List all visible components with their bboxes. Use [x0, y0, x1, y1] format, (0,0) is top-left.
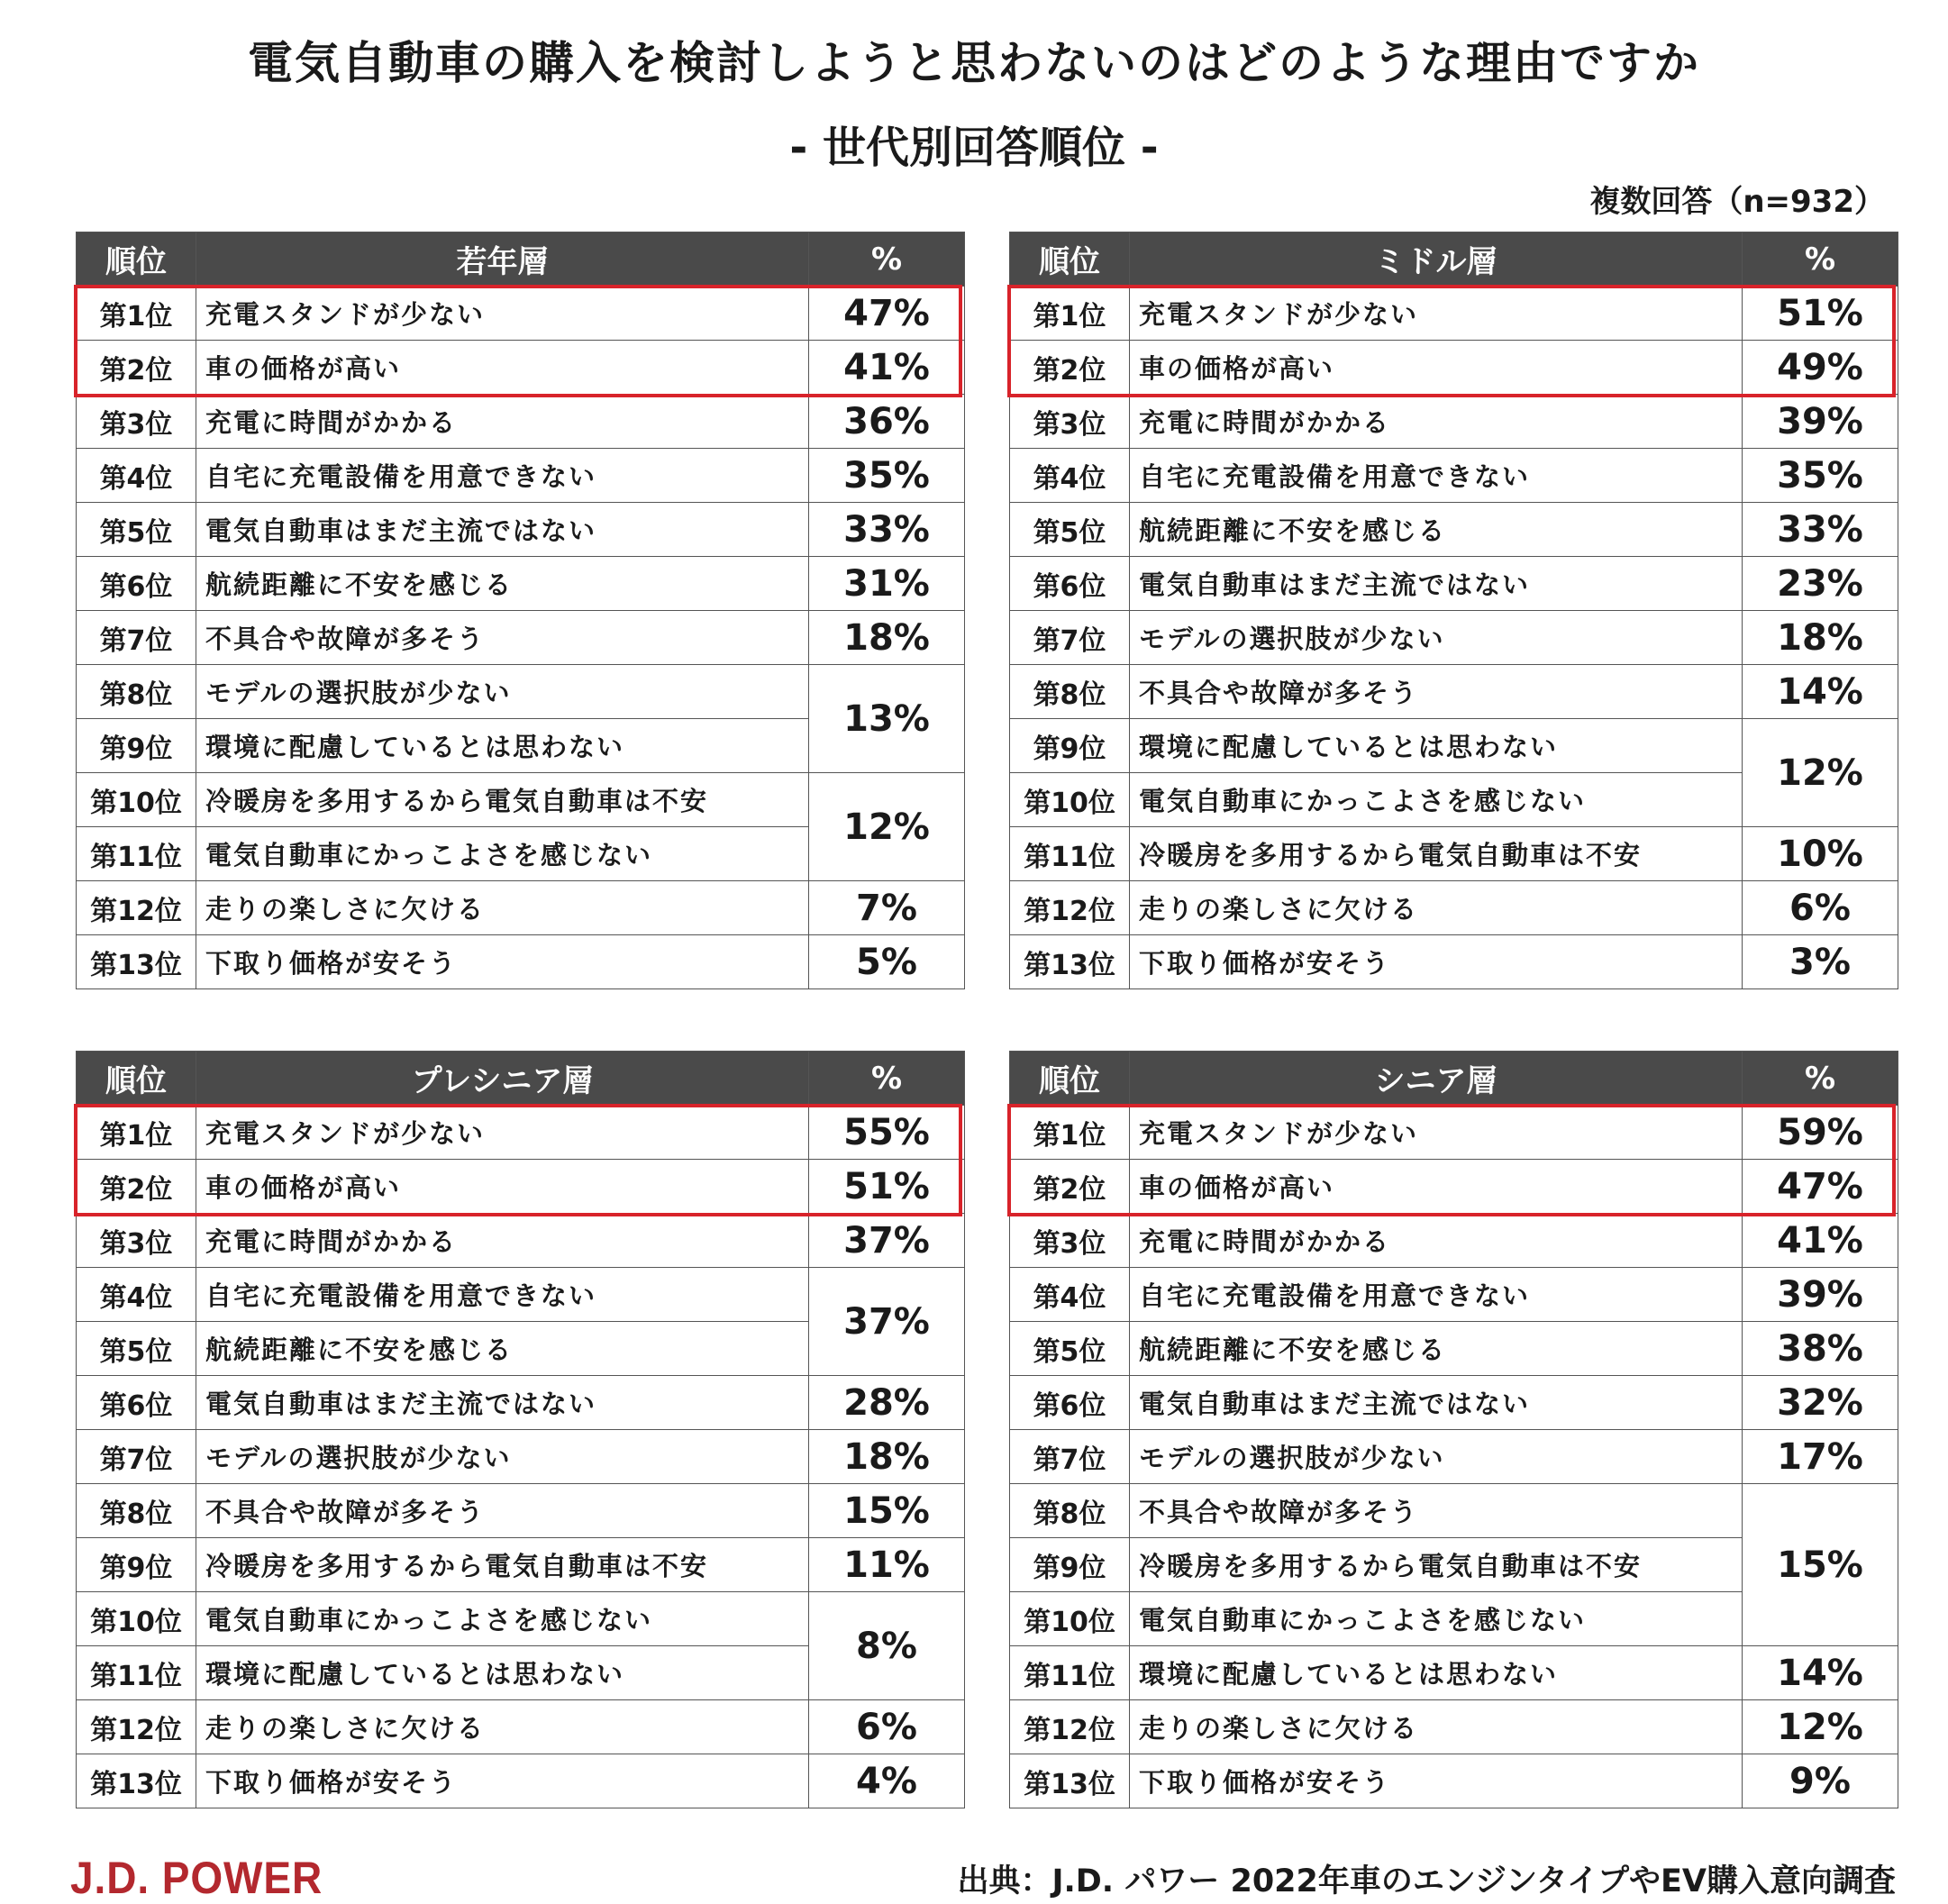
table-row: [77, 935, 965, 989]
percent-cell: 23%: [1743, 557, 1898, 611]
rank-cell: 第11位: [1010, 1646, 1130, 1700]
reason-cell: 充電スタンドが少ない: [1130, 287, 1743, 341]
source-credit: 出典：J.D. パワー 2022年車のエンジンタイプやEV購入意向調査: [957, 1863, 1896, 1899]
rank-cell: 第7位: [77, 1430, 196, 1484]
rank-cell: 第4位: [1010, 449, 1130, 503]
rank-cell: 第13位: [77, 1754, 196, 1808]
table-row: [1010, 1754, 1898, 1808]
table-row: [1010, 1430, 1898, 1484]
table-row: [1010, 881, 1898, 935]
table-row: [1010, 719, 1898, 773]
table-header-row: [77, 232, 965, 287]
table-row: [77, 1214, 965, 1268]
percent-cell: 15%: [1743, 1484, 1898, 1646]
table-row: [1010, 1268, 1898, 1322]
header-group: プレシニア層: [196, 1052, 809, 1106]
reason-cell: 環境に配慮しているとは思わない: [1130, 719, 1743, 773]
percent-cell: 35%: [809, 449, 965, 503]
reason-cell: 下取り価格が安そう: [1130, 1754, 1743, 1808]
percent-cell: 6%: [809, 1700, 965, 1754]
percent-cell: 55%: [809, 1106, 965, 1160]
table-row: [77, 395, 965, 449]
header-rank: 順位: [77, 232, 196, 287]
rank-cell: 第2位: [77, 341, 196, 395]
reason-cell: 充電スタンドが少ない: [196, 287, 809, 341]
rank-cell: 第11位: [1010, 827, 1130, 881]
rank-cell: 第7位: [1010, 611, 1130, 665]
percent-cell: 33%: [1743, 503, 1898, 557]
header-group: シニア層: [1130, 1052, 1743, 1106]
percent-cell: 18%: [809, 1430, 965, 1484]
rank-cell: 第1位: [77, 287, 196, 341]
reason-cell: 車の価格が高い: [1130, 341, 1743, 395]
reason-cell: 電気自動車はまだ主流ではない: [1130, 1376, 1743, 1430]
table-row: [1010, 395, 1898, 449]
reason-cell: 充電に時間がかかる: [196, 395, 809, 449]
reason-cell: 自宅に充電設備を用意できない: [1130, 1268, 1743, 1322]
percent-cell: 32%: [1743, 1376, 1898, 1430]
table-row: [1010, 503, 1898, 557]
rank-cell: 第13位: [1010, 1754, 1130, 1808]
header-group: 若年層: [196, 232, 809, 287]
table-row: [1010, 341, 1898, 395]
percent-cell: 12%: [1743, 719, 1898, 827]
percent-cell: 11%: [809, 1538, 965, 1592]
percent-cell: 51%: [1743, 287, 1898, 341]
table-row: [1010, 1160, 1898, 1214]
table-row: [77, 1538, 965, 1592]
percent-cell: 37%: [809, 1268, 965, 1376]
reason-cell: 走りの楽しさに欠ける: [1130, 881, 1743, 935]
reason-cell: モデルの選択肢が少ない: [1130, 611, 1743, 665]
reason-cell: 自宅に充電設備を用意できない: [1130, 449, 1743, 503]
reason-cell: 航続距離に不安を感じる: [1130, 1322, 1743, 1376]
percent-cell: 14%: [1743, 1646, 1898, 1700]
percent-cell: 41%: [809, 341, 965, 395]
rank-cell: 第6位: [77, 1376, 196, 1430]
rank-cell: 第5位: [77, 1322, 196, 1376]
reason-cell: 不具合や故障が多そう: [196, 611, 809, 665]
table-row: [77, 773, 965, 827]
table-row: [77, 1160, 965, 1214]
rank-cell: 第9位: [1010, 1538, 1130, 1592]
percent-cell: 12%: [809, 773, 965, 881]
reason-cell: 不具合や故障が多そう: [1130, 1484, 1743, 1538]
rank-cell: 第10位: [1010, 1592, 1130, 1646]
percent-cell: 31%: [809, 557, 965, 611]
rank-cell: 第5位: [1010, 503, 1130, 557]
percent-cell: 15%: [809, 1484, 965, 1538]
percent-cell: 59%: [1743, 1106, 1898, 1160]
reason-cell: 自宅に充電設備を用意できない: [196, 1268, 809, 1322]
rank-cell: 第11位: [77, 827, 196, 881]
header-percent: %: [1743, 232, 1898, 287]
table-row: [1010, 935, 1898, 989]
header-percent: %: [809, 232, 965, 287]
header-rank: 順位: [1010, 1052, 1130, 1106]
rank-cell: 第10位: [77, 1592, 196, 1646]
rank-cell: 第12位: [1010, 881, 1130, 935]
table-row: [77, 1592, 965, 1646]
percent-cell: 17%: [1743, 1430, 1898, 1484]
table-row: [77, 1430, 965, 1484]
reason-cell: モデルの選択肢が少ない: [196, 665, 809, 719]
ranking-table-senior: [1009, 1051, 1898, 1808]
rank-cell: 第3位: [77, 1214, 196, 1268]
percent-cell: 28%: [809, 1376, 965, 1430]
rank-cell: 第12位: [77, 1700, 196, 1754]
table-row: [1010, 557, 1898, 611]
reason-cell: 充電スタンドが少ない: [196, 1106, 809, 1160]
percent-cell: 39%: [1743, 1268, 1898, 1322]
table-row: [1010, 449, 1898, 503]
page-title: 電気自動車の購入を検討しようと思わないのはどのような理由ですか: [248, 37, 1700, 89]
reason-cell: 冷暖房を多用するから電気自動車は不安: [196, 773, 809, 827]
table-row: [77, 1376, 965, 1430]
table-row: [77, 881, 965, 935]
percent-cell: 6%: [1743, 881, 1898, 935]
reason-cell: 充電に時間がかかる: [1130, 1214, 1743, 1268]
rank-cell: 第13位: [77, 935, 196, 989]
reason-cell: 航続距離に不安を感じる: [1130, 503, 1743, 557]
percent-cell: 37%: [809, 1214, 965, 1268]
percent-cell: 7%: [809, 881, 965, 935]
reason-cell: 電気自動車にかっこよさを感じない: [1130, 773, 1743, 827]
percent-cell: 47%: [1743, 1160, 1898, 1214]
reason-cell: 走りの楽しさに欠ける: [1130, 1700, 1743, 1754]
percent-cell: 47%: [809, 287, 965, 341]
reason-cell: 電気自動車にかっこよさを感じない: [196, 1592, 809, 1646]
reason-cell: 電気自動車はまだ主流ではない: [1130, 557, 1743, 611]
table-header-row: [1010, 1052, 1898, 1106]
rank-cell: 第7位: [77, 611, 196, 665]
reason-cell: 環境に配慮しているとは思わない: [196, 719, 809, 773]
reason-cell: モデルの選択肢が少ない: [196, 1430, 809, 1484]
rank-cell: 第9位: [77, 719, 196, 773]
reason-cell: 車の価格が高い: [196, 1160, 809, 1214]
jd-power-logo: J.D. POWER: [70, 1853, 323, 1903]
reason-cell: 電気自動車はまだ主流ではない: [196, 503, 809, 557]
rank-cell: 第11位: [77, 1646, 196, 1700]
rank-cell: 第3位: [1010, 1214, 1130, 1268]
rank-cell: 第5位: [1010, 1322, 1130, 1376]
table-row: [77, 503, 965, 557]
rank-cell: 第3位: [1010, 395, 1130, 449]
reason-cell: 環境に配慮しているとは思わない: [196, 1646, 809, 1700]
percent-cell: 35%: [1743, 449, 1898, 503]
reason-cell: 電気自動車はまだ主流ではない: [196, 1376, 809, 1430]
rank-cell: 第9位: [77, 1538, 196, 1592]
rank-cell: 第8位: [77, 665, 196, 719]
reason-cell: 電気自動車にかっこよさを感じない: [1130, 1592, 1743, 1646]
percent-cell: 51%: [809, 1160, 965, 1214]
percent-cell: 49%: [1743, 341, 1898, 395]
table-row: [77, 1700, 965, 1754]
percent-cell: 18%: [1743, 611, 1898, 665]
reason-cell: 充電に時間がかかる: [196, 1214, 809, 1268]
table-row: [1010, 665, 1898, 719]
table-row: [1010, 1376, 1898, 1430]
reason-cell: 電気自動車にかっこよさを感じない: [196, 827, 809, 881]
table-row: [77, 1484, 965, 1538]
percent-cell: 13%: [809, 665, 965, 773]
rank-cell: 第13位: [1010, 935, 1130, 989]
rank-cell: 第4位: [77, 449, 196, 503]
reason-cell: 車の価格が高い: [1130, 1160, 1743, 1214]
rank-cell: 第8位: [1010, 1484, 1130, 1538]
reason-cell: 航続距離に不安を感じる: [196, 557, 809, 611]
header-rank: 順位: [77, 1052, 196, 1106]
rank-cell: 第12位: [1010, 1700, 1130, 1754]
reason-cell: 不具合や故障が多そう: [196, 1484, 809, 1538]
ranking-table-presenior: [76, 1051, 965, 1808]
reason-cell: 走りの楽しさに欠ける: [196, 881, 809, 935]
table-row: [1010, 611, 1898, 665]
table-row: [1010, 1646, 1898, 1700]
percent-cell: 12%: [1743, 1700, 1898, 1754]
reason-cell: 下取り価格が安そう: [196, 935, 809, 989]
percent-cell: 8%: [809, 1592, 965, 1700]
reason-cell: モデルの選択肢が少ない: [1130, 1430, 1743, 1484]
percent-cell: 41%: [1743, 1214, 1898, 1268]
rank-cell: 第1位: [1010, 287, 1130, 341]
rank-cell: 第8位: [1010, 665, 1130, 719]
reason-cell: 充電スタンドが少ない: [1130, 1106, 1743, 1160]
table-row: [1010, 1322, 1898, 1376]
percent-cell: 39%: [1743, 395, 1898, 449]
table-row: [77, 449, 965, 503]
table-header-row: [77, 1052, 965, 1106]
reason-cell: 冷暖房を多用するから電気自動車は不安: [1130, 1538, 1743, 1592]
reason-cell: 不具合や故障が多そう: [1130, 665, 1743, 719]
table-row: [77, 557, 965, 611]
rank-cell: 第10位: [77, 773, 196, 827]
table-header-row: [1010, 232, 1898, 287]
table-row: [77, 341, 965, 395]
ranking-table-young: [76, 232, 965, 989]
table-row: [77, 611, 965, 665]
rank-cell: 第8位: [77, 1484, 196, 1538]
table-row: [77, 1106, 965, 1160]
rank-cell: 第2位: [1010, 341, 1130, 395]
reason-cell: 車の価格が高い: [196, 341, 809, 395]
percent-cell: 4%: [809, 1754, 965, 1808]
percent-cell: 36%: [809, 395, 965, 449]
header-percent: %: [809, 1052, 965, 1106]
rank-cell: 第2位: [1010, 1160, 1130, 1214]
reason-cell: 走りの楽しさに欠ける: [196, 1700, 809, 1754]
reason-cell: 航続距離に不安を感じる: [196, 1322, 809, 1376]
reason-cell: 充電に時間がかかる: [1130, 395, 1743, 449]
rank-cell: 第5位: [77, 503, 196, 557]
table-row: [1010, 1106, 1898, 1160]
reason-cell: 冷暖房を多用するから電気自動車は不安: [1130, 827, 1743, 881]
rank-cell: 第1位: [77, 1106, 196, 1160]
table-row: [1010, 1700, 1898, 1754]
rank-cell: 第6位: [1010, 1376, 1130, 1430]
percent-cell: 18%: [809, 611, 965, 665]
table-row: [1010, 1214, 1898, 1268]
rank-cell: 第6位: [77, 557, 196, 611]
reason-cell: 冷暖房を多用するから電気自動車は不安: [196, 1538, 809, 1592]
rank-cell: 第3位: [77, 395, 196, 449]
reason-cell: 下取り価格が安そう: [1130, 935, 1743, 989]
sample-note: 複数回答（n=932）: [1589, 184, 1885, 220]
table-row: [77, 665, 965, 719]
percent-cell: 3%: [1743, 935, 1898, 989]
rank-cell: 第4位: [1010, 1268, 1130, 1322]
header-rank: 順位: [1010, 232, 1130, 287]
table-row: [77, 1754, 965, 1808]
percent-cell: 38%: [1743, 1322, 1898, 1376]
page-subtitle: - 世代別回答順位 -: [789, 123, 1159, 173]
table-row: [77, 1268, 965, 1322]
reason-cell: 下取り価格が安そう: [196, 1754, 809, 1808]
percent-cell: 10%: [1743, 827, 1898, 881]
table-row: [1010, 1484, 1898, 1538]
table-row: [1010, 287, 1898, 341]
rank-cell: 第10位: [1010, 773, 1130, 827]
header-group: ミドル層: [1130, 232, 1743, 287]
rank-cell: 第1位: [1010, 1106, 1130, 1160]
rank-cell: 第2位: [77, 1160, 196, 1214]
ranking-table-middle: [1009, 232, 1898, 989]
percent-cell: 9%: [1743, 1754, 1898, 1808]
table-row: [1010, 827, 1898, 881]
percent-cell: 5%: [809, 935, 965, 989]
rank-cell: 第7位: [1010, 1430, 1130, 1484]
rank-cell: 第9位: [1010, 719, 1130, 773]
header-percent: %: [1743, 1052, 1898, 1106]
rank-cell: 第4位: [77, 1268, 196, 1322]
rank-cell: 第6位: [1010, 557, 1130, 611]
reason-cell: 自宅に充電設備を用意できない: [196, 449, 809, 503]
reason-cell: 環境に配慮しているとは思わない: [1130, 1646, 1743, 1700]
table-row: [77, 287, 965, 341]
rank-cell: 第12位: [77, 881, 196, 935]
percent-cell: 33%: [809, 503, 965, 557]
percent-cell: 14%: [1743, 665, 1898, 719]
